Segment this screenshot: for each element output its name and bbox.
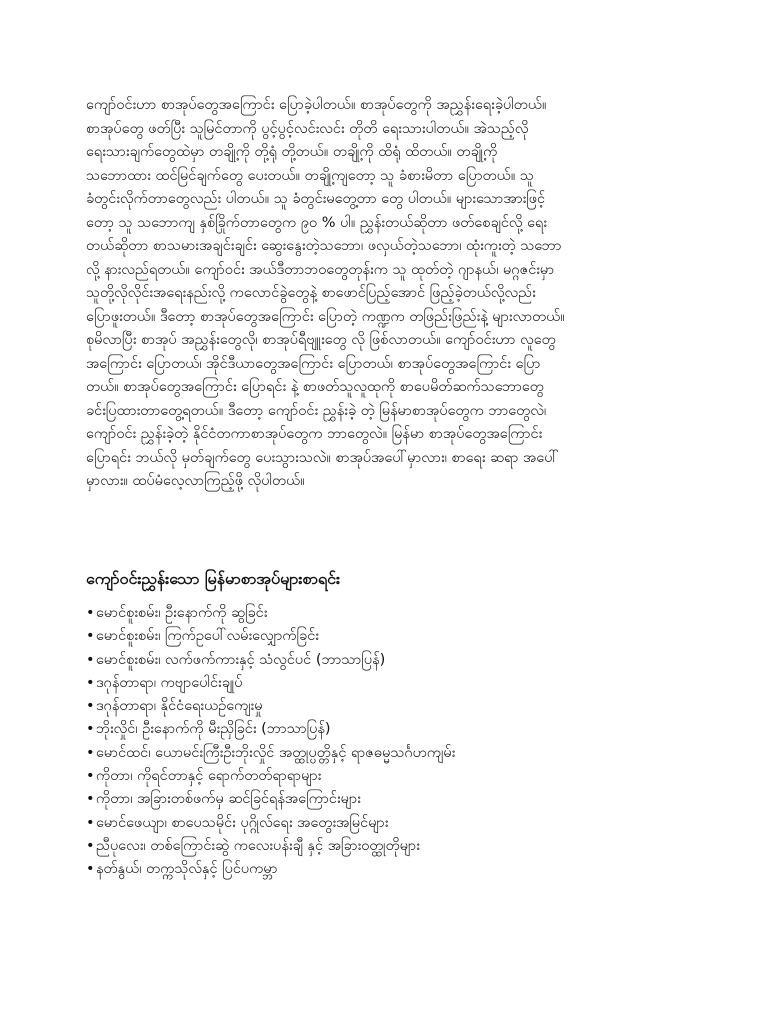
list-item-text: ဘိုးလှိုင်၊ ဦးနောက်ကို မီးညှိခြင်း (ဘာသာပြန်) <box>96 721 331 738</box>
paragraph-line: လို့ နားလည်ရတယ်။ ကျော်ဝင်း အယ်ဒီတာဘဝတွေတုန်းက သူ ထုတ်တဲ့ ဂျာနယ်၊ မဂ္ဂဇင်းမှာ <box>86 261 555 278</box>
list-item-text: မောင်စူးစမ်း၊ လက်ဖက်ကားနှင့် သံလွင်ပင် (ဘာသာပြန်) <box>96 651 386 668</box>
list-item <box>86 835 686 858</box>
paragraph-line: စုမိလာပြီး စာအုပ် အညွှန်းတွေလို၊ စာအုပ်ရီဗျူးတွေ လို ဖြစ်လာတယ်။ ကျော်ဝင်းဟာ လူတွေ <box>86 332 556 348</box>
list-item-text: ကိုတာ၊ ကိုရင်တာနှင့် ရောက်တတ်ရာရာများ <box>96 768 322 785</box>
paragraph-line: ခင်းပြထားတာတွေ့ရတယ်။ ဒီတော့ ကျော်ဝင်း ညွှန်းခဲ့ တဲ့ မြန်မာစာအုပ်တွေက ဘာတွေလဲ၊ <box>86 402 547 419</box>
list-item <box>86 718 686 741</box>
list-item-text: မောင်ဖေယျာ၊ စာပေသမိုင်း ပုဂ္ဂိုလ်ရေး အတွေးအမြင်များ <box>96 814 389 831</box>
list-item <box>86 625 686 648</box>
bullet: • <box>86 605 95 621</box>
list-item-text: ညီပုလေး၊ တစ်ကြောင်းဆွဲ ကလေးပန်းချီ နှင့် အခြားဝတ္ထုတိုများ <box>96 837 420 854</box>
bullet: • <box>86 861 95 878</box>
list-item-text: ဒဂုန်တာရာ၊ နိုင်ငံရေးယဉ်ကျေးမှု <box>96 698 263 715</box>
paragraph-line: ရေးသားချက်တွေထဲမှာ တချို့ကို တို့ရုံ တို့တယ်။ တချို့ကို ထိရုံ ထိတယ်။ တချို့ကို <box>86 144 498 160</box>
section-heading: ကျော်ဝင်းညွှန်းသော မြန်မာစာအုပ်များစာရင်း <box>86 569 341 588</box>
list-item-text: မောင်စူးစမ်း၊ ကြက်ဥပေါ်လမ်းလျှောက်ခြင်း <box>96 628 319 645</box>
bullet: • <box>86 814 95 831</box>
bullet: • <box>86 628 95 645</box>
paragraph-line: ပြောရင်း ဘယ်လို မှတ်ချက်တွေ ပေးသွားသလဲ။ စာအုပ်အပေါ်မှာလား၊ စာရေး ဆရာ အပေါ် <box>86 449 560 466</box>
paragraph-line: တော့ သူ သဘောကျ နှစ်ခြိုက်တာတွေက ၉၀ % ပါ။ ညွှန်းတယ်ဆိုတာ ဖတ်စေချင်လို့ ရေး <box>86 214 548 231</box>
list-item <box>86 788 686 811</box>
paragraph-line: တယ်ဆိုတာ စာသမားအချင်းချင်း ဆွေးနွေးတဲ့သဘော၊ ဖလှယ်တဲ့သဘော၊ ထုံးကူးတဲ့ သဘော <box>86 238 562 254</box>
list-item <box>86 765 686 788</box>
paragraph-line: စာအုပ်တွေ ဖတ်ပြီး သူမြင်တာကို ပွင့်ပွင့်လင်းလင်း တိုတိ ရေးသားပါတယ်။ အဲသည့်လို <box>86 120 529 137</box>
list-item <box>86 742 686 765</box>
paragraph-line: သူတို့လိုလိုင်းအရေးနည်းလို့ ကလောင်ခွဲတွေနဲ့ စာဖောင်ပြည့်အောင် ဖြည့်ခဲ့တယ်လို့လည်း <box>86 285 536 301</box>
list-item <box>86 602 686 625</box>
bullet: • <box>86 698 95 715</box>
list-item <box>86 812 686 835</box>
bullet: • <box>86 791 95 808</box>
book-list <box>86 602 686 882</box>
paragraph-line: မှာလား။ ထပ်မံလေ့လာကြည့်ဖို့ လိုပါတယ်။ <box>86 473 305 489</box>
bullet: • <box>86 744 95 761</box>
list-item <box>86 695 686 718</box>
intro-paragraph <box>86 94 686 494</box>
list-item <box>86 672 686 695</box>
paragraph-line: ကျော်ဝင်းဟာ စာအုပ်တွေအကြောင်း ပြောခဲ့ပါတယ်။ စာအုပ်တွေကို အညွှန်းရေးခဲ့ပါတယ်။ <box>86 97 547 113</box>
paragraph-line: ကျော်ဝင်း ညွှန်းခဲ့တဲ့ နိုင်ငံတကာစာအုပ်တွေက ဘာတွေလဲ။ မြန်မာ စာအုပ်တွေအကြောင်း <box>86 426 543 442</box>
list-item-text: မောင်စူးစမ်း၊ ဦးနောက်ကို ဆွခြင်း <box>96 605 268 621</box>
paragraph-line: ခံတွင်းလိုက်တာတွေလည်း ပါတယ်။ သူ ခံတွင်းမတွေ့တာ တွေ ပါတယ်။ များသောအားဖြင့် <box>86 191 546 207</box>
bullet: • <box>86 721 95 738</box>
bullet: • <box>86 674 95 691</box>
bullet: • <box>86 768 95 785</box>
bullet: • <box>86 651 95 668</box>
list-item-text: နတ်နွယ်၊ တက္ကသိုလ်နှင့် ပြင်ပကမ္ဘာ <box>96 861 278 878</box>
list-item <box>86 858 686 881</box>
list-item-text: ဒဂုန်တာရာ၊ ကဗျာပေါင်းချုပ် <box>96 674 243 691</box>
paragraph-line: ပြောဖူးတယ်။ ဒီတော့ စာအုပ်တွေအကြောင်း ပြောတဲ့ ကဏ္ဍက တဖြည်းဖြည်းနဲ့ များလာတယ်။ <box>86 308 565 325</box>
paragraph-line: တယ်။ စာအုပ်တွေအကြောင်း ပြောရင်း နဲ့ စာဖတ်သူလူထုကို စာပေမိတ်ဆက်သဘောတွေ <box>86 379 544 395</box>
bullet: • <box>86 837 95 854</box>
list-item-text: မောင်ထင်၊ ယောမင်းကြီးဦးဘိုးလှိုင် အတ္ထုပ္ပတ္တိနှင့် ရာဇဓမ္မသင်္ဂဟကျမ်း <box>96 744 456 761</box>
list-item-text: ကိုတာ၊ အခြားတစ်ဖက်မှ ဆင်ခြင်ရန်အကြောင်းများ <box>96 791 361 808</box>
list-item <box>86 649 686 672</box>
paragraph-line: သဘောထား ထင်မြင်ချက်တွေ ပေးတယ်။ တချို့ကျတော့ သူ ခံစားမိတာ ပြောတယ်။ သူ <box>86 167 534 184</box>
paragraph-line: အကြောင်း ပြောတယ်၊ အိုင်ဒီယာတွေအကြောင်း ပြောတယ်၊ စာအုပ်တွေအကြောင်း ပြော <box>86 355 541 372</box>
